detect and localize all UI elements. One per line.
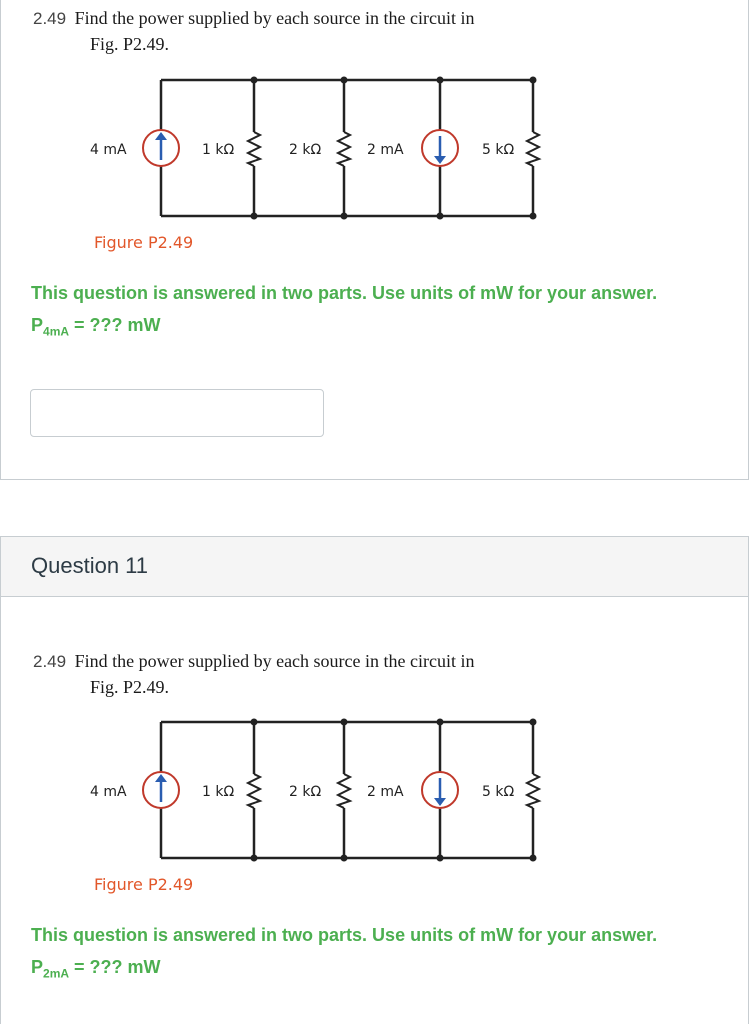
question-header (1, 537, 748, 597)
question-card-1 (0, 0, 749, 480)
problem-number: 2.49 (33, 652, 67, 671)
node-dot (341, 855, 348, 862)
part-prompt (31, 957, 161, 981)
question-title: Question 11 (31, 553, 149, 578)
resistor-5kohm (527, 774, 539, 808)
problem-statement (33, 8, 475, 29)
node-dot (530, 213, 537, 220)
label-source1: 4 mA (90, 784, 127, 800)
label-r1: 1 kΩ (202, 784, 235, 800)
circuit-diagram (1, 70, 749, 220)
label-source2: 2 mA (367, 142, 404, 158)
node-dot (341, 213, 348, 220)
resistor-1kohm (248, 774, 260, 808)
part-subscript: 4mA (43, 324, 70, 339)
node-dot (530, 855, 537, 862)
problem-text-line1: Find the power supplied by each source in the circuit in (74, 651, 475, 671)
node-dot (530, 719, 537, 726)
node-dot (251, 719, 258, 726)
node-dot (251, 213, 258, 220)
label-r2: 2 kΩ (289, 784, 322, 800)
problem-statement (33, 651, 475, 672)
instruction-text: This question is answered in two parts. Use units of mW for your answer. (31, 925, 658, 945)
label-r2: 2 kΩ (289, 142, 322, 158)
label-r3: 5 kΩ (482, 784, 515, 800)
problem-number: 2.49 (33, 9, 67, 28)
node-dot (341, 77, 348, 84)
node-dot (341, 719, 348, 726)
node-dot (530, 77, 537, 84)
node-dot (437, 855, 444, 862)
label-r1: 1 kΩ (202, 142, 235, 158)
label-r3: 5 kΩ (482, 142, 515, 158)
node-dot (437, 213, 444, 220)
part-suffix: = ??? mW (69, 957, 161, 977)
part-suffix: = ??? mW (69, 315, 161, 335)
part-prefix: P (31, 957, 44, 977)
label-source1: 4 mA (90, 142, 127, 158)
part-prefix: P (31, 315, 44, 335)
problem-text-line2: Fig. P2.49. (90, 677, 170, 697)
node-dot (437, 77, 444, 84)
problem-text-line2: Fig. P2.49. (90, 34, 170, 54)
figure-caption: Figure P2.49 (94, 875, 194, 894)
resistor-2kohm (338, 132, 350, 166)
label-source2: 2 mA (367, 784, 404, 800)
answer-input-box[interactable] (30, 389, 324, 437)
part-prompt (31, 315, 161, 339)
part-subscript: 2mA (43, 966, 70, 981)
resistor-5kohm (527, 132, 539, 166)
circuit-diagram (1, 712, 749, 862)
answer-input[interactable] (31, 390, 323, 436)
instruction-text: This question is answered in two parts. Use units of mW for your answer. (31, 283, 658, 303)
figure-caption: Figure P2.49 (94, 233, 194, 252)
node-dot (251, 77, 258, 84)
node-dot (437, 719, 444, 726)
resistor-2kohm (338, 774, 350, 808)
resistor-1kohm (248, 132, 260, 166)
node-dot (251, 855, 258, 862)
question-card-2 (0, 536, 749, 1024)
problem-text-line1: Find the power supplied by each source in the circuit in (74, 8, 475, 28)
